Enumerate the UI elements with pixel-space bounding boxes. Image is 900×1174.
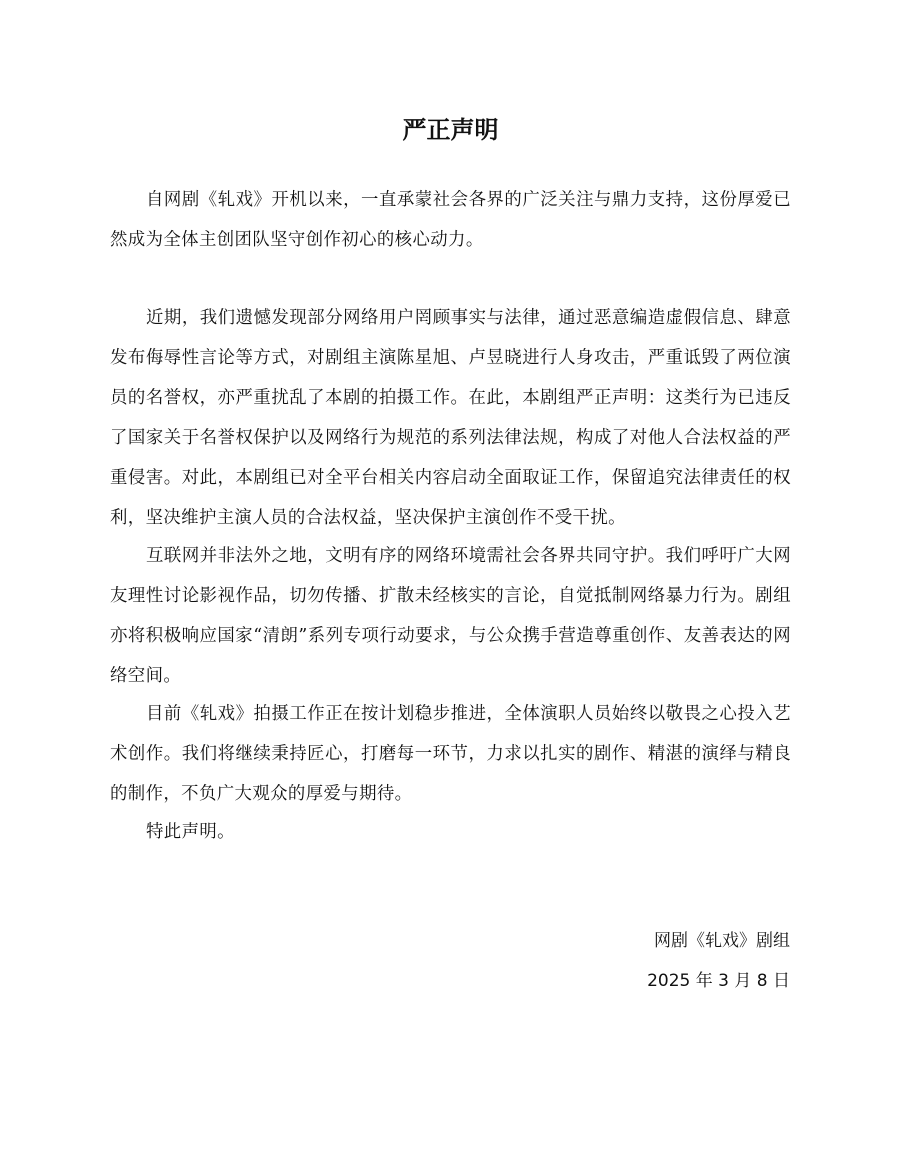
paragraph-closing: 特此声明。	[146, 822, 235, 842]
paragraph-gratitude: 自网剧《轧戏》开机以来，一直承蒙社会各界的广泛关注与鼎力支持，这份厚爱已然成为全体主创团队坚守创作初心的核心动力。	[110, 190, 791, 250]
paragraph-legal-statement: 近期，我们遗憾发现部分网络用户罔顾事实与法律，通过恶意编造虚假信息、肆意发布侮辱性言论等方式，对剧组主演陈星旭、卢昱晓进行人身攻击，严重诋毁了两位演员的名誉权，亦严重扰乱了本剧的拍摄工作。在此，本剧组严正声明：这类行为已违反了国家关于名誉权保护以及网络行为规范的系列法律法规，构成了对他人合法权益的严重侵害。对此，本剧组已对全平台相关内容启动全面取证工作，保留追究法律责任的权利，坚决维护主演人员的合法权益，坚决保护主演创作不受干扰。	[110, 308, 791, 528]
paragraph-appeal: 互联网并非法外之地，文明有序的网络环境需社会各界共同守护。我们呼吁广大网友理性讨论影视作品，切勿传播、扩散未经核实的言论，自觉抵制网络暴力行为。剧组亦将积极响应国家“清朗”系列专项行动要求，与公众携手营造尊重创作、友善表达的网络空间。	[110, 546, 791, 686]
document-title: 严正声明	[402, 116, 499, 144]
signature-organization: 网剧《轧戏》剧组	[654, 931, 790, 951]
paragraph-production-status: 目前《轧戏》拍摄工作正在按计划稳步推进，全体演职人员始终以敬畏之心投入艺术创作。我们将继续秉持匠心，打磨每一环节，力求以扎实的剧作、精湛的演绎与精良的制作，不负广大观众的厚爱与期待。	[110, 704, 791, 804]
signature-date: 2025 年 3 月 8 日	[647, 971, 790, 991]
